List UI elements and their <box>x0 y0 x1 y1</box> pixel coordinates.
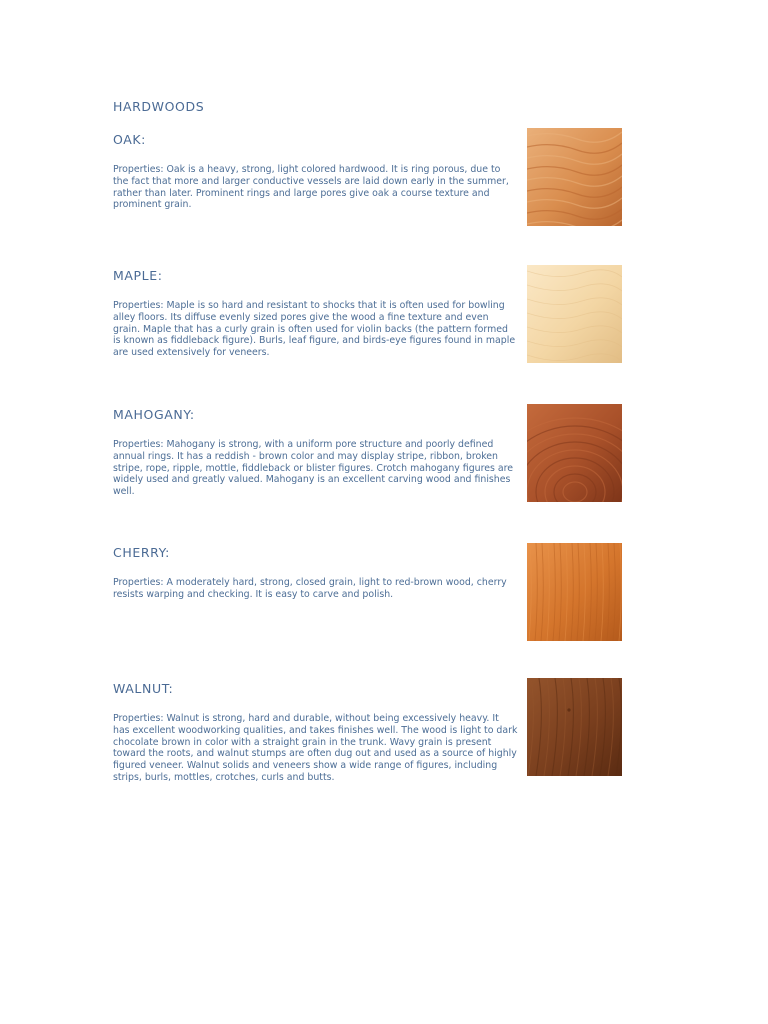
wood-description: Properties: Walnut is strong, hard and durable, without being excessively heavy. It has excellent woodworking qualities, and takes finishes well. The wood is light to dark chocolate brown in color with a straight grain in the trunk. Wavy grain is present toward the roots, and walnut stumps are often dug out and used as a source of highly figured veneer. Walnut solids and veneers show a wide range of figures, including strips, burls, mottles, crotches, curls and butts. <box>113 713 518 783</box>
walnut-wood-sample <box>527 678 622 776</box>
page-title: HARDWOODS <box>113 99 205 114</box>
wood-description: Properties: Mahogany is strong, with a uniform pore structure and poorly defined annual rings. It has a reddish - brown color and may display stripe, ribbon, broken stripe, rope, ripple, mottle, fiddleback or blister figures. Crotch mahogany figures are widely used and greatly valued. Mahogany is an excellent carving wood and finishes well. <box>113 439 514 498</box>
wood-section-oak <box>113 132 623 232</box>
oak-wood-sample <box>527 128 622 226</box>
wood-description: Properties: Oak is a heavy, strong, light colored hardwood. It is ring porous, due to the fact that more and larger conductive vessels are laid down early in the summer, rather than later. Prominent rings and large pores give oak a course texture and prominent grain. <box>113 164 509 211</box>
wood-section-walnut <box>113 681 623 781</box>
maple-wood-sample <box>527 265 622 363</box>
wood-section-maple <box>113 268 623 368</box>
wood-heading: OAK: <box>113 132 146 147</box>
wood-heading: WALNUT: <box>113 681 174 696</box>
cherry-wood-sample <box>527 543 622 641</box>
wood-description: Properties: A moderately hard, strong, closed grain, light to red-brown wood, cherry resists warping and checking. It is easy to carve and polish. <box>113 577 507 600</box>
wood-heading: MAPLE: <box>113 268 163 283</box>
wood-heading: MAHOGANY: <box>113 407 195 422</box>
wood-section-mahogany <box>113 407 623 507</box>
wood-section-cherry <box>113 545 623 645</box>
wood-description: Properties: Maple is so hard and resistant to shocks that it is often used for bowling alley floors. Its diffuse evenly sized pores give the wood a fine texture and even grain. Maple that has a curly grain is often used for violin backs (the pattern formed is known as fiddleback figure). Burls, leaf figure, and birds-eye figures found in maple are used extensively for veneers. <box>113 300 516 359</box>
wood-heading: CHERRY: <box>113 545 170 560</box>
mahogany-wood-sample <box>527 404 622 502</box>
